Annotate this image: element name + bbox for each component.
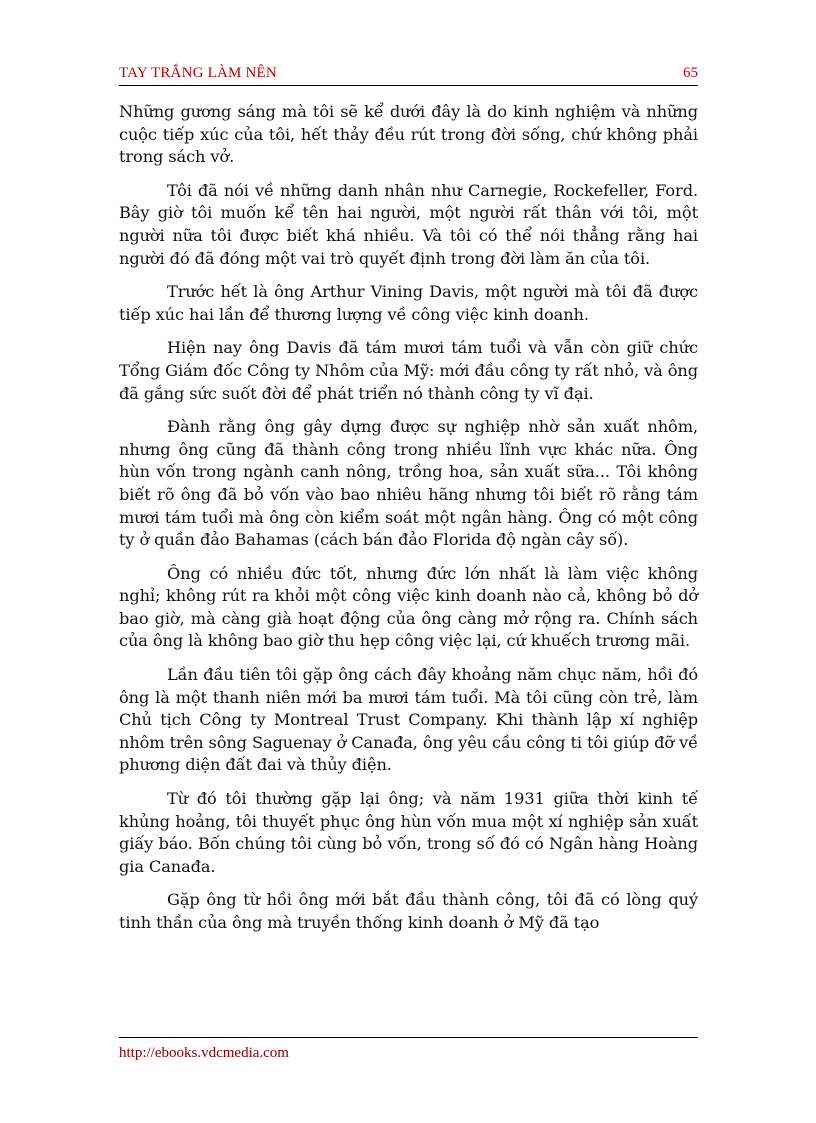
paragraph: Đành rằng ông gây dựng được sự nghiệp nhờ sản xuất nhôm, nhưng ông cũng đã thành công trong nhiều lĩnh vực khác nữa. Ông hùn vốn trong ngành canh nông, trồng hoa, sản xuất sữa... Tôi không biết rõ ông đã bỏ vốn vào bao nhiêu hãng nhưng tôi biết rõ rằng tám mươi tám tuổi mà ông còn kiểm soát một ngân hàng. Ông có một công ty ở quần đảo Bahamas (cách bán đảo Florida độ ngàn cây số). — [119, 417, 698, 550]
footer-url[interactable]: http://ebooks.vdcmedia.com — [119, 1045, 289, 1061]
paragraph: Từ đó tôi thường gặp lại ông; và năm 1931 giữa thời kinh tế khủng hoảng, tôi thuyết phục ông hùn vốn mua một xí nghiệp sản xuất giấy báo. Bốn chúng tôi cùng bỏ vốn, trong số đó có Ngân hàng Hoàng gia Canađa. — [119, 789, 698, 876]
paragraph: Gặp ông từ hồi ông mới bắt đầu thành công, tôi đã có lòng quý tinh thần của ông mà truyền thống kinh doanh ở Mỹ đã tạo — [119, 890, 698, 932]
paragraph: Lần đầu tiên tôi gặp ông cách đây khoảng năm chục năm, hồi đó ông là một thanh niên mới ba mươi tám tuổi. Mà tôi cũng còn trẻ, làm Chủ tịch Công ty Montreal Trust Company. Khi thành lập xí nghiệp nhôm trên sông Saguenay ở Canađa, ông yêu cầu công ti tôi giúp đỡ về phương diện đất đai và thủy điện. — [119, 665, 698, 775]
page-header — [119, 63, 698, 86]
paragraph: Những gương sáng mà tôi sẽ kể dưới đây là do kinh nghiệm và những cuộc tiếp xúc của tôi, hết thảy đều rút trong đời sống, chứ không phải trong sách vở. — [119, 102, 698, 167]
footer-divider — [119, 1037, 698, 1038]
paragraph: Hiện nay ông Davis đã tám mươi tám tuổi và vẫn còn giữ chức Tổng Giám đốc Công ty Nhôm của Mỹ: mới đầu công ty rất nhỏ, và ông đã gắng sức suốt đời để phát triển nó thành công ty vĩ đại. — [119, 338, 698, 403]
page-body — [119, 101, 698, 946]
paragraph: Trước hết là ông Arthur Vining Davis, một người mà tôi đã được tiếp xúc hai lần để thương lượng về công việc kinh doanh. — [119, 282, 698, 324]
book-title: TAY TRẮNG LÀM NÊN — [119, 65, 277, 81]
page-number: 65 — [683, 65, 698, 81]
paragraph: Tôi đã nói về những danh nhân như Carnegie, Rockefeller, Ford. Bây giờ tôi muốn kể tên hai người, một người rất thân với tôi, một người nữa tôi được biết khá nhiều. Và tôi có thể nói thẳng rằng hai người đó đã đóng một vai trò quyết định trong đời làm ăn của tôi. — [119, 180, 698, 268]
paragraph: Ông có nhiều đức tốt, nhưng đức lớn nhất là làm việc không nghỉ; không rút ra khỏi một công việc kinh doanh nào cả, không bỏ dở bao giờ, mà càng già hoạt động của ông càng mở rộng ra. Chính sách của ông là không bao giờ thu hẹp công việc lại, cứ khuếch trương mãi. — [119, 563, 698, 651]
